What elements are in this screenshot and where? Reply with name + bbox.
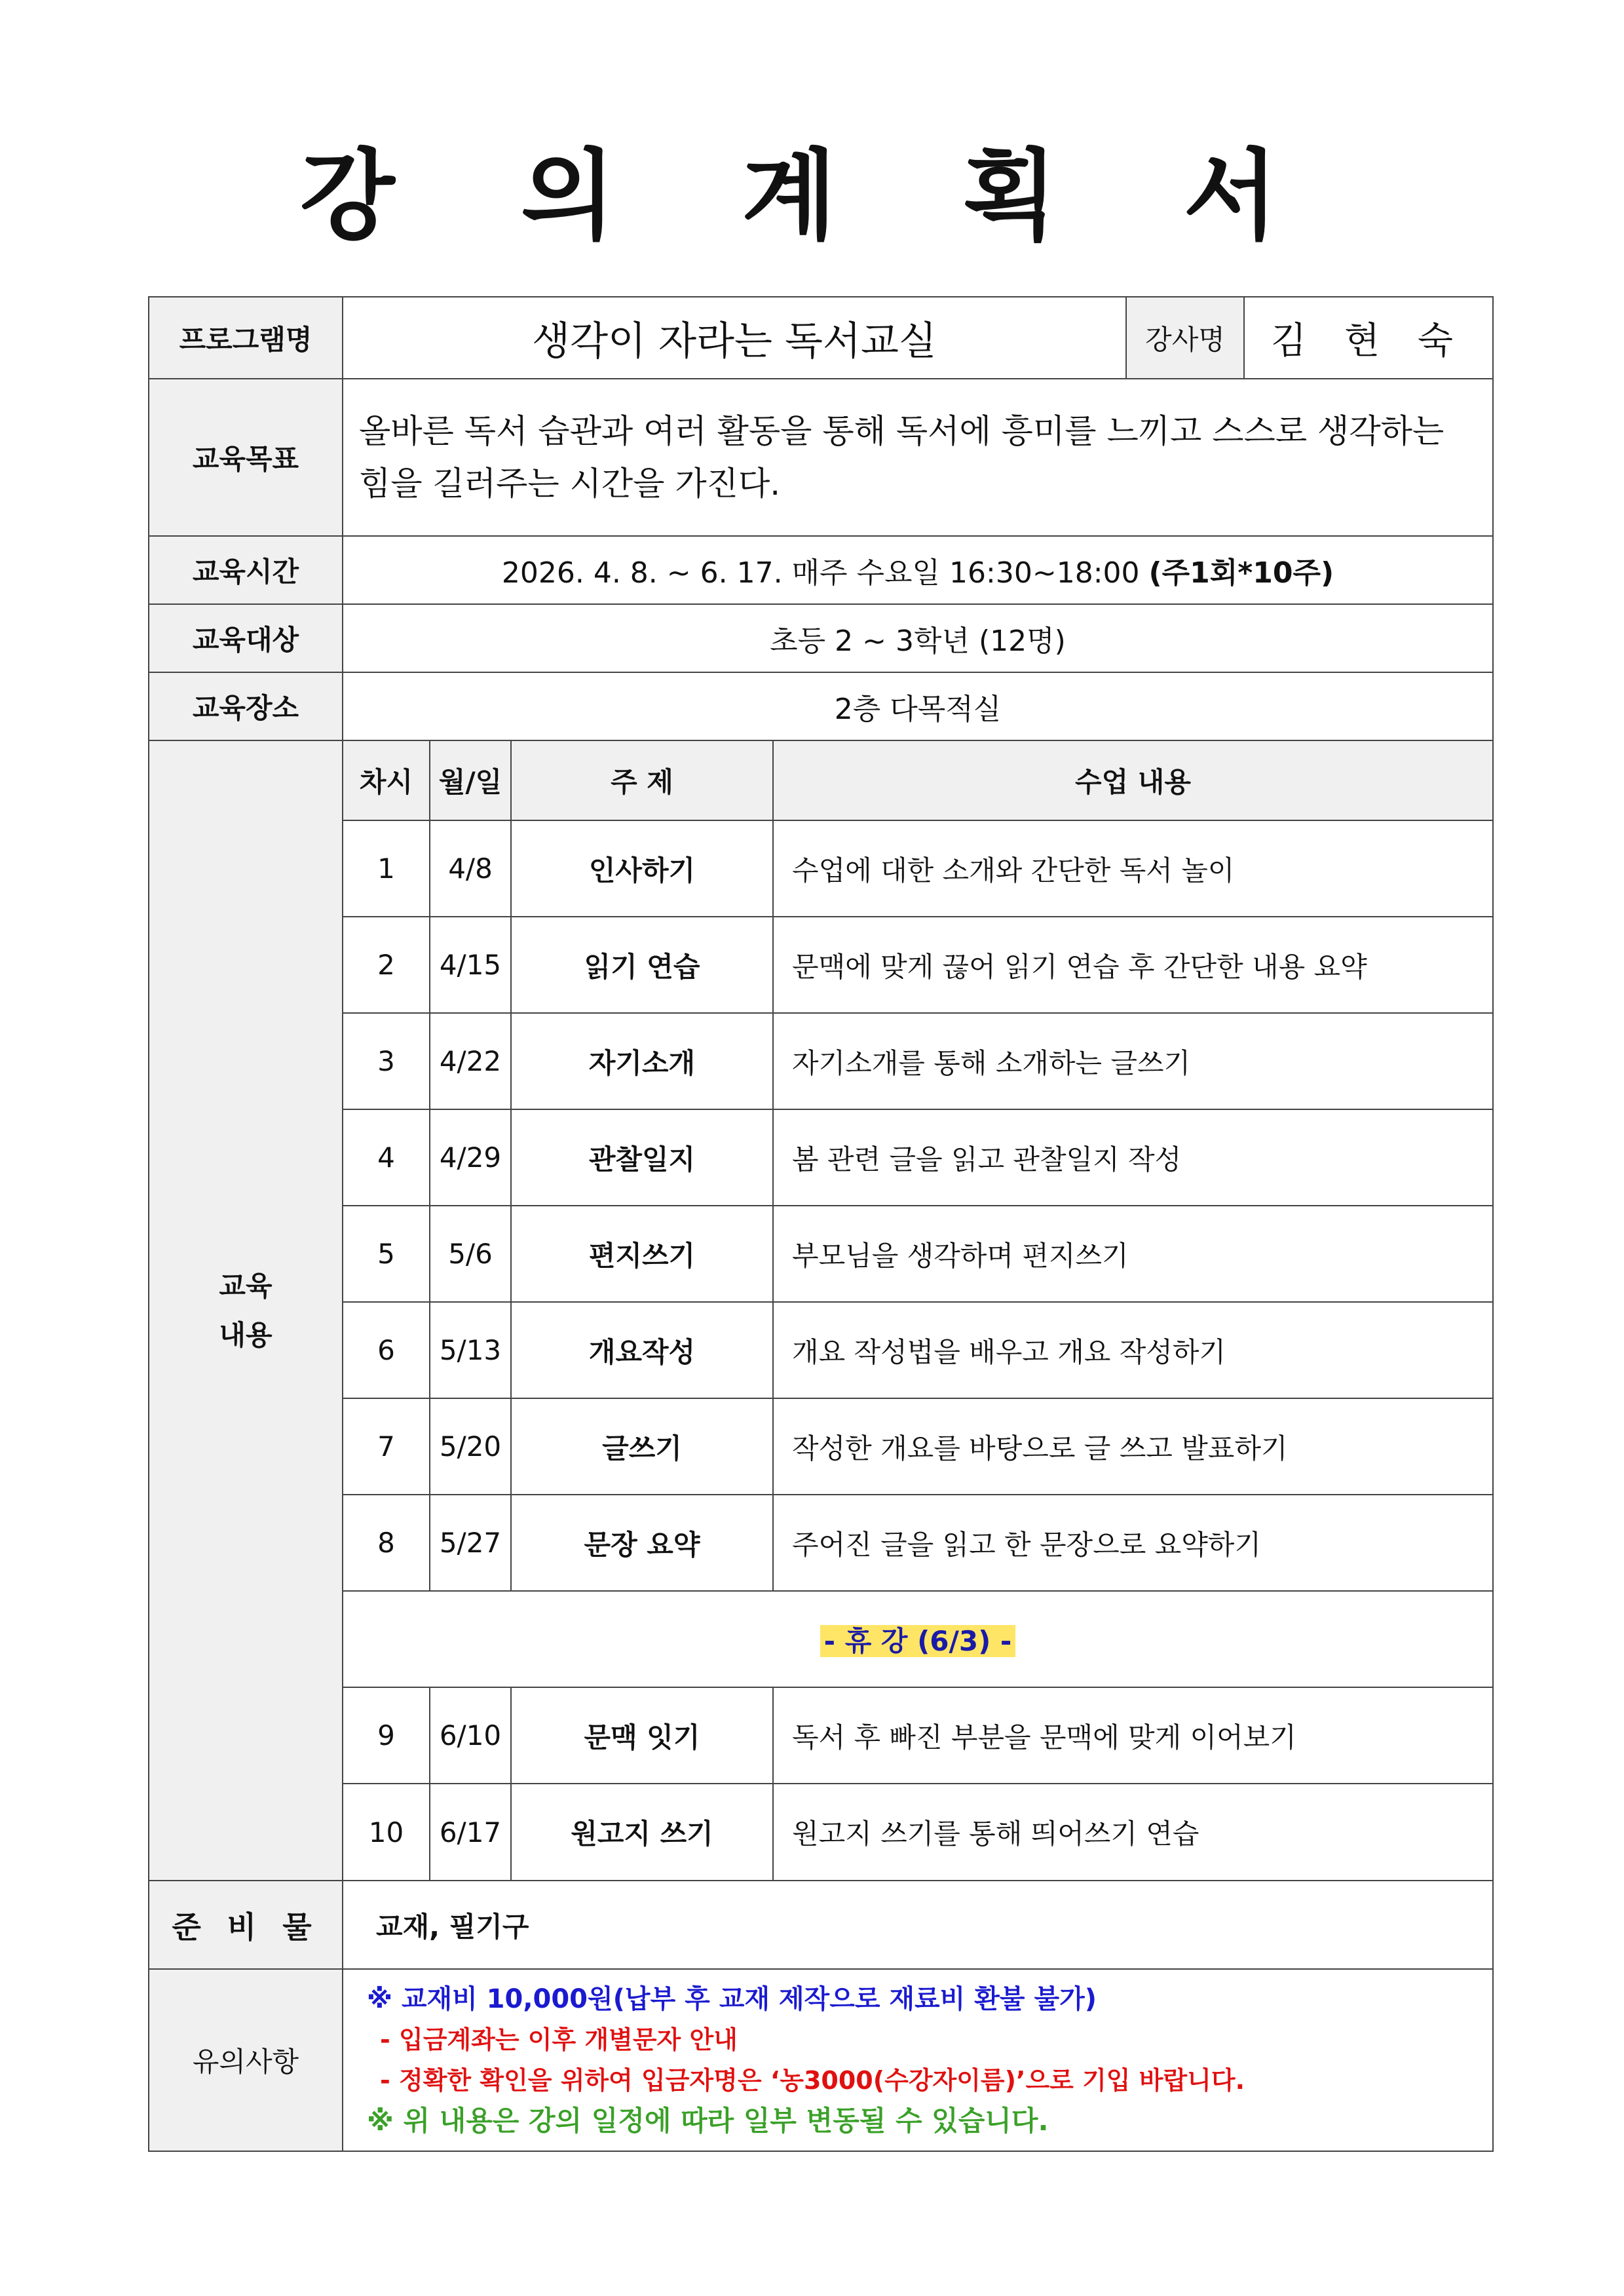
note-depositor: - 정확한 확인을 위하여 입금자명은 ‘농3000(수강자이름)’으로 기입 바랍니다. (380, 2066, 1245, 2095)
table-row (343, 1784, 1492, 1880)
note-account: - 입금계좌는 이후 개별문자 안내 (380, 2025, 738, 2054)
table-row (343, 1302, 1492, 1398)
table-row (343, 1687, 1492, 1784)
row-date: 6/10 (430, 1687, 511, 1784)
row-topic: 읽기 연습 (511, 917, 773, 1013)
time-value (343, 536, 1493, 604)
row-no: 4 (343, 1109, 430, 1206)
break-cell (343, 1591, 1492, 1687)
lecture-plan-table (148, 296, 1494, 2152)
materials-label: 준 비 물 (149, 1881, 343, 1969)
schedule-table (343, 741, 1492, 1880)
header-date: 월/일 (430, 741, 511, 820)
row-topic: 글쓰기 (511, 1398, 773, 1495)
row-desc: 독서 후 빠진 부분을 문맥에 맞게 이어보기 (773, 1687, 1492, 1784)
row-date: 6/17 (430, 1784, 511, 1880)
row-no: 8 (343, 1495, 430, 1591)
instructor-label: 강사명 (1126, 297, 1244, 379)
table-row (343, 1495, 1492, 1591)
table-row (343, 820, 1492, 917)
goal-label: 교육목표 (149, 379, 343, 536)
row-no: 6 (343, 1302, 430, 1398)
row-no: 3 (343, 1013, 430, 1109)
row-no: 5 (343, 1206, 430, 1302)
table-row (343, 1109, 1492, 1206)
row-desc: 주어진 글을 읽고 한 문장으로 요약하기 (773, 1495, 1492, 1591)
program-name: 생각이 자라는 독서교실 (343, 297, 1126, 379)
note-fee: ※ 교재비 10,000원(납부 후 교재 제작으로 재료비 환불 불가) (367, 1984, 1097, 2014)
notes-label: 유의사항 (149, 1969, 343, 2151)
row-no: 1 (343, 820, 430, 917)
row-date: 5/13 (430, 1302, 511, 1398)
row-topic: 원고지 쓰기 (511, 1784, 773, 1880)
time-text: 2026. 4. 8. ~ 6. 17. 매주 수요일 16:30~18:00 (501, 556, 1149, 590)
break-notice: - 휴 강 (6/3) - (820, 1625, 1016, 1657)
break-row (343, 1591, 1492, 1687)
goal-text: 올바른 독서 습관과 여러 활동을 통해 독서에 흥미를 느끼고 스스로 생각하는 힘을 길러주는 시간을 가진다. (343, 379, 1493, 536)
table-row (343, 917, 1492, 1013)
header-topic: 주 제 (511, 741, 773, 820)
row-topic: 문장 요약 (511, 1495, 773, 1591)
note-change: ※ 위 내용은 강의 일정에 따라 일부 변동될 수 있습니다. (367, 2105, 1049, 2137)
header-no: 차시 (343, 741, 430, 820)
row-topic: 개요작성 (511, 1302, 773, 1398)
row-desc: 원고지 쓰기를 통해 띄어쓰기 연습 (773, 1784, 1492, 1880)
row-topic: 자기소개 (511, 1013, 773, 1109)
row-date: 5/27 (430, 1495, 511, 1591)
row-date: 5/6 (430, 1206, 511, 1302)
row-topic: 인사하기 (511, 820, 773, 917)
program-label: 프로그램명 (149, 297, 343, 379)
row-no: 7 (343, 1398, 430, 1495)
row-desc: 자기소개를 통해 소개하는 글쓰기 (773, 1013, 1492, 1109)
row-date: 4/22 (430, 1013, 511, 1109)
materials-value: 교재, 필기구 (343, 1881, 1493, 1969)
row-desc: 문맥에 맞게 끊어 읽기 연습 후 간단한 내용 요약 (773, 917, 1492, 1013)
row-date: 4/29 (430, 1109, 511, 1206)
place-label: 교육장소 (149, 672, 343, 740)
header-desc: 수업 내용 (773, 741, 1492, 820)
instructor-name: 김 현 숙 (1244, 297, 1493, 379)
row-desc: 부모님을 생각하며 편지쓰기 (773, 1206, 1492, 1302)
row-desc: 수업에 대한 소개와 간단한 독서 놀이 (773, 820, 1492, 917)
table-row (343, 1398, 1492, 1495)
place-value: 2층 다목적실 (343, 672, 1493, 740)
target-value: 초등 2 ~ 3학년 (12명) (343, 604, 1493, 672)
row-date: 4/15 (430, 917, 511, 1013)
table-row (343, 1013, 1492, 1109)
time-label: 교육시간 (149, 536, 343, 604)
row-date: 4/8 (430, 820, 511, 917)
row-topic: 편지쓰기 (511, 1206, 773, 1302)
row-no: 2 (343, 917, 430, 1013)
row-no: 9 (343, 1687, 430, 1784)
row-desc: 개요 작성법을 배우고 개요 작성하기 (773, 1302, 1492, 1398)
content-label: 교육 내용 (149, 740, 343, 1881)
table-row (343, 1206, 1492, 1302)
row-topic: 관찰일지 (511, 1109, 773, 1206)
row-no: 10 (343, 1784, 430, 1880)
row-topic: 문맥 잇기 (511, 1687, 773, 1784)
row-desc: 작성한 개요를 바탕으로 글 쓰고 발표하기 (773, 1398, 1492, 1495)
time-frequency: (주1회*10주) (1148, 556, 1334, 590)
target-label: 교육대상 (149, 604, 343, 672)
notes-cell (343, 1969, 1493, 2151)
row-date: 5/20 (430, 1398, 511, 1495)
row-desc: 봄 관련 글을 읽고 관찰일지 작성 (773, 1109, 1492, 1206)
page-title: 강 의 계 획 서 (299, 140, 1325, 254)
content-cell (343, 740, 1493, 1881)
